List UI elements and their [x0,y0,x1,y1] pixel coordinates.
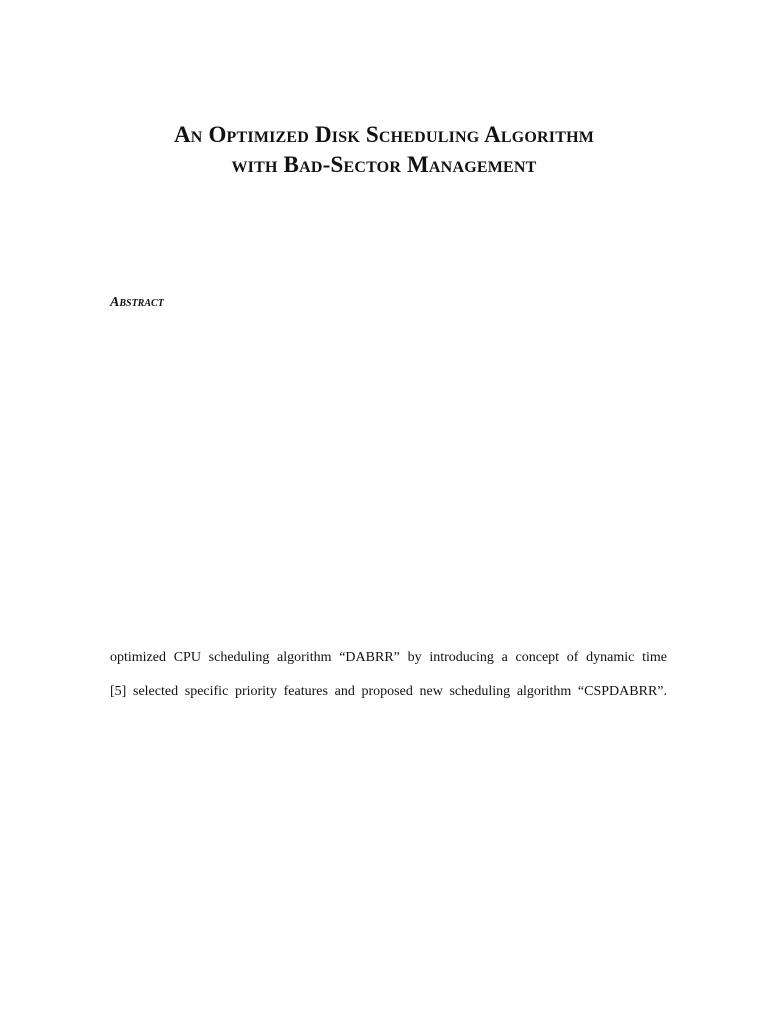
body-text-line-1: optimized CPU scheduling algorithm “DABRR” by introducing a concept of dynamic time [110,650,667,665]
paper-title [0,120,768,180]
paper-title-line-1: An Optimized Disk Scheduling Algorithm [173,122,595,147]
paper-title-line-2: with Bad-Sector Management [231,152,537,177]
abstract-heading: Abstract [110,295,164,310]
body-text-line-2: [5] selected specific priority features and proposed new scheduling algorithm “CSPDABRR”. [110,684,667,699]
